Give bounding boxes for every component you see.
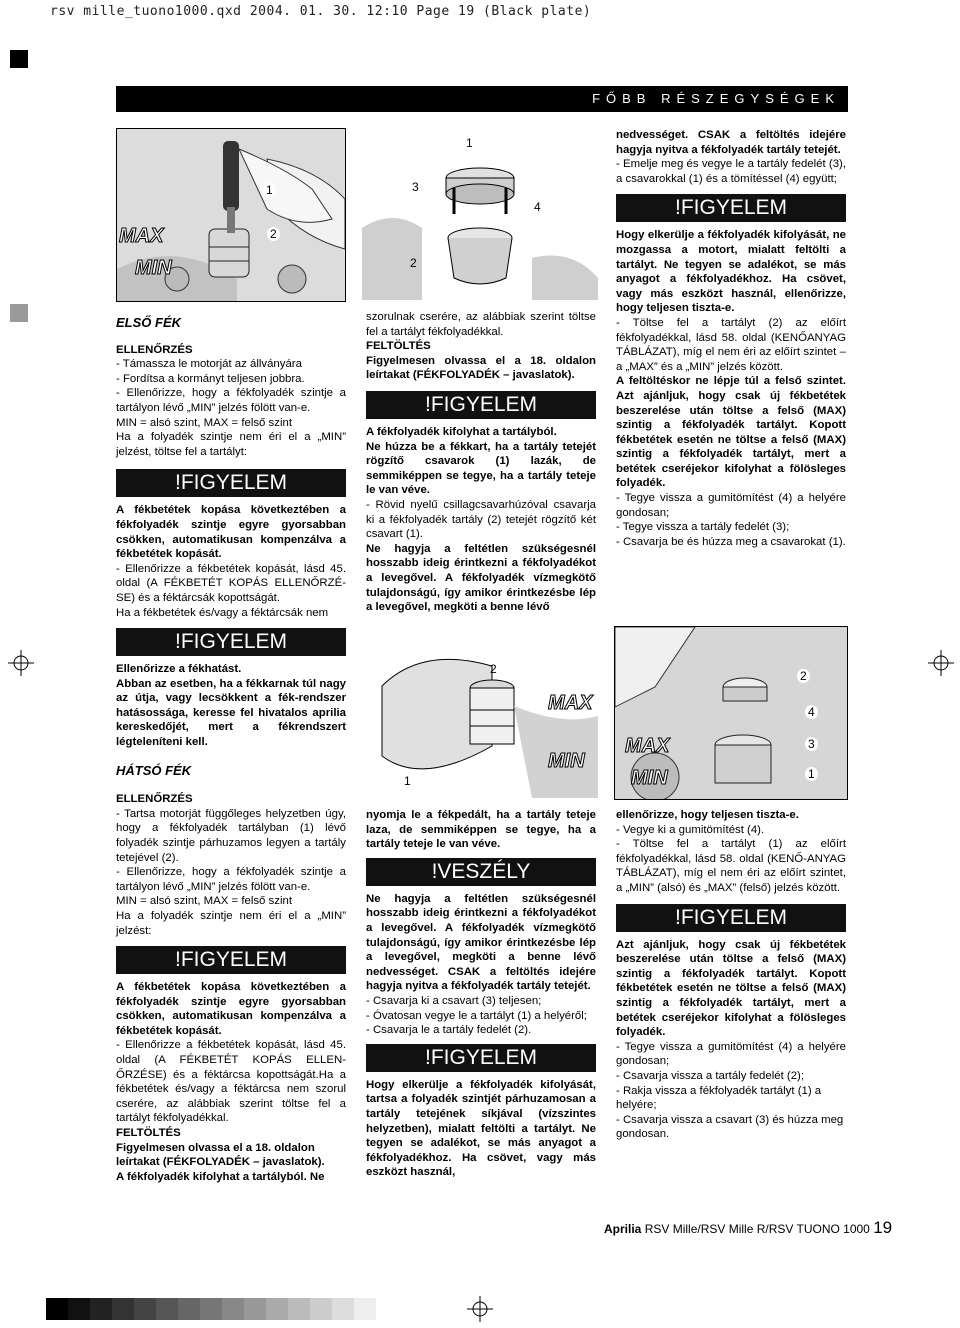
- callout-2: 2: [267, 227, 280, 241]
- text-line: MIN = alsó szint, MAX = felső szint: [116, 895, 292, 908]
- column-2-bottom: [366, 808, 596, 1180]
- text-line: - Ellenőrizze, hogy a fékfolyadék szintje a tartályon lévő „MIN” jelzés fölött van-e.: [116, 866, 346, 893]
- callout-4: 4: [534, 200, 541, 214]
- step: - Csavarja le a tartály fedelét (2).: [366, 1024, 532, 1037]
- warning-banner: !FIGYELEM: [616, 194, 846, 222]
- subheading-fill: FELTÖLTÉS: [116, 1127, 181, 1140]
- warning-banner: !FIGYELEM: [116, 946, 346, 974]
- footer-model: RSV Mille/RSV Mille R/RSV TUONO 1000: [644, 1222, 870, 1236]
- crosshair-icon: [8, 650, 34, 676]
- crosshair-icon: [928, 650, 954, 676]
- footer-brand: Aprilia: [604, 1222, 642, 1236]
- warning-banner: !FIGYELEM: [616, 904, 846, 932]
- column-1-bottom: [116, 626, 346, 1184]
- text-line: - Ellenőrizze, hogy a fékfolyadék szintje a tartályon lévő „MIN” jelzés fölött van-e.: [116, 387, 346, 414]
- text-line: Ha a folyadék szintje nem éri el a „MIN” jelzést:: [116, 909, 346, 937]
- column-2-top: [366, 310, 596, 615]
- text-line: - Ellenőrizze a fékbetétek kopását, lásd 45. oldal (A FÉKBETÉT KOPÁS ELLENŐRZÉ-SE) és a féktárcsák kopottságát.: [116, 562, 346, 604]
- text-line: szorulnak cserére, az alábbiak szerint töltse fel a tartályt fékfolyadékkal.: [366, 311, 596, 338]
- warning-intro: A fékfolyadék kifolyhat a tartályból.: [366, 425, 557, 438]
- warning-banner: !FIGYELEM: [116, 628, 346, 656]
- callout-2: 2: [797, 669, 810, 683]
- figure-rear-reservoir-fill: [614, 626, 848, 800]
- bold-intro: Ellenőrizze a fékhatást.: [116, 663, 242, 675]
- text-line: - Tartsa motorját függőleges helyzetben úgy, hogy a fékfolyadék tartályban (1) lévő folyadék szintje párhuzamos legyen a tartály tetejével (2).: [116, 807, 346, 864]
- color-calibration-bar: [46, 1298, 376, 1320]
- step: - Tegye vissza a tartály fedelét (3);: [616, 521, 790, 534]
- column-3-bottom: [616, 808, 846, 1142]
- callout-3: 3: [805, 737, 818, 751]
- section-heading-rear-brake: HÁTSÓ FÉK: [116, 762, 192, 778]
- warning-banner: !FIGYELEM: [366, 391, 596, 419]
- text-line: MIN = alsó szint, MAX = felső szint: [116, 416, 292, 429]
- warning-banner: !FIGYELEM: [366, 1044, 596, 1072]
- text-line: - Töltse fel a tartályt (2) az előírt fékfolyadékkal, lásd 58. oldal (KENŐANYAG TÁBLÁZAT), míg el nem éri az előírt szintet – a „MAX” és a „MIN” jelzés között.: [616, 316, 846, 373]
- bold-text: Abban az esetben, ha a fékkarnak túl nagy az útja, vagy lecsökkent a fék-rendszer hatásossága, keresse fel hivatalos aprilia kereskedőjét, mert a fékrendszert légteleníteni kell.: [116, 677, 346, 748]
- step: - Emelje meg és vegye le a tartály fedelét (3), a csavarokkal (1) és a tömítéssel (4) együtt;: [616, 158, 846, 185]
- step: - Rakja vissza a fékfolyadék tartályt (1) a helyére;: [616, 1084, 822, 1112]
- callout-1: 1: [805, 767, 818, 781]
- fill-text: A fékfolyadék kifolyhat a tartályból. Ne: [116, 1170, 325, 1183]
- bold-text: Ne hagyja a feltétlen szükségesnél hosszabb ideig érintkezni a fékfolyadékot a levegővel. A fékfolyadék vízmegkötő tulajdonságú, így amikor érintkezésbe lép a levegővel, megköti a benne lévő: [366, 542, 596, 614]
- callout-1: 1: [466, 136, 473, 150]
- danger-text: Ne hagyja a feltétlen szükségesnél hosszabb ideig érintkezni a fékfolyadékot a levegővel. A fékfolyadék vízmegkötő tulajdonságú, így amikor érintkezésbe lép a levegővel, megköti a benne lévő nedvességet. CSAK a feltöltés idejére hagyja nyitva a fékfolyadék tartály tetejét.: [366, 892, 596, 993]
- callout-2: 2: [490, 662, 497, 676]
- fill-text: Figyelmesen olvassa el a 18. oldalon leírtakat (FÉKFOLYADÉK – javaslatok).: [116, 1141, 325, 1169]
- text-line: Ha a folyadék szintje nem éri el a „MIN” jelzést, töltse fel a tartályt:: [116, 431, 346, 458]
- callout-1: 1: [404, 774, 411, 788]
- bold-text: nyomja le a fékpedált, ha a tartály teteje laza, de semmiképpen se tegye, ha a tartály teteje le van véve.: [366, 809, 596, 851]
- crosshair-icon: [467, 1296, 493, 1322]
- step: - Csavarja vissza a tartály fedelét (2);: [616, 1069, 805, 1082]
- min-label: MIN: [135, 257, 172, 279]
- warning-text: Ne húzza be a fékkart, ha a tartály tetejét rögzítő csavarok (1) lazák, de semmiképpen se tegye, ha a tartály teteje le van véve.: [366, 440, 596, 497]
- callout-1: 1: [263, 183, 276, 197]
- min-label: MIN: [631, 767, 668, 789]
- max-label: MAX: [548, 692, 593, 714]
- page-number: 19: [873, 1218, 893, 1237]
- step: - Csavarja ki a csavart (3) teljesen;: [366, 994, 542, 1007]
- print-header: rsv mille_tuono1000.qxd 2004. 01. 30. 12:10 Page 19 (Black plate): [50, 4, 592, 19]
- text-line: - Töltse fel a tartályt (1) az előírt fékfolyadékkal, lásd 58. oldal (KENŐ-ANYAG TÁBLÁZAT), míg el nem éri az előírt szintet, a „MIN” (alsó) és „MAX” (felső) jelzés között.: [616, 838, 846, 894]
- callout-4: 4: [805, 705, 818, 719]
- danger-banner: !VESZÉLY: [366, 858, 596, 886]
- subheading-check: ELLENŐRZÉS: [116, 793, 193, 806]
- callout-2: 2: [410, 256, 417, 270]
- max-label: MAX: [625, 735, 670, 757]
- text-line: - Támassza le motorját az állványára: [116, 358, 302, 371]
- text-line: - Fordítsa a kormányt teljesen jobbra.: [116, 372, 305, 385]
- bold-text: A feltöltéskor ne lépje túl a felső szintet. Azt ajánljuk, hogy csak új fékbetétek beszerelése után töltse a felső (MAX) szintig a fékfolyadék tartályt. Kopott fékbetétek esetén ne töltse a felső (MAX) szintig a fékfolyadék tartályt, mert a betétek cseréjekor kifolyhat a fölösleges folyadék.: [616, 375, 846, 490]
- subheading-fill: FELTÖLTÉS: [366, 340, 431, 353]
- subheading-check: ELLENŐRZÉS: [116, 343, 193, 356]
- warning-text: Hogy elkerülje a fékfolyadék kifolyását, tartsa a folyadék szintjét párhuzamosan a tartály tetejének síkjával (vízszintes helyzetben), mialatt feltölti a tartályt. Ne tegyen se adalékot, se más anyagot a fékfolyadékhoz. Ha csövet, vagy más eszközt használ,: [366, 1078, 596, 1179]
- section-bar: FŐBB RÉSZEGYSÉGEK: [116, 86, 848, 112]
- step: - Óvatosan vegye le a tartályt (1) a helyéről;: [366, 1009, 587, 1022]
- text-line: Ha a fékbetétek és/vagy a féktárcsák nem: [116, 606, 329, 619]
- bold-text: ellenőrizze, hogy teljesen tiszta-e.: [616, 809, 799, 821]
- step: - Csavarja vissza a csavart (3) és húzza meg gondosan.: [616, 1113, 844, 1141]
- callout-3: 3: [412, 180, 419, 194]
- min-label: MIN: [548, 750, 585, 772]
- warning-text: Hogy elkerülje a fékfolyadék kifolyását, ne mozgassa a motort, mialatt feltölti a tartályt. Ne tegyen se adalékot, se más anyagot a fékfolyadékhoz. Ha csövet, vagy más eszközt használ, ellenőrizze, hogy teljesen tiszta-e.: [616, 229, 846, 315]
- step: - Tegye vissza a gumitömítést (4) a helyére gondosan;: [616, 1040, 846, 1068]
- page-footer: [604, 1218, 892, 1238]
- text-line: - Rövid nyelű csillagcsavarhúzóval csavarja ki a fékfolyadék tartály (2) tetejét rögzítő két csavart (1).: [366, 498, 596, 541]
- warning-text: Azt ajánljuk, hogy csak új fékbetétek beszerelése után töltse a felső (MAX) szintig a fékfolyadék tartályt. Kopott fékbetétek esetén ne töltse a felső (MAX) szintig a fékfolyadék tartályt, mert a betétek cseréjekor kifolyhat a fölösleges folyadék.: [616, 938, 846, 1039]
- section-heading-front-brake: ELSŐ FÉK: [116, 315, 182, 330]
- step: - Csavarja be és húzza meg a csavarokat (1).: [616, 535, 846, 548]
- figure-front-reservoir: [116, 128, 346, 302]
- max-label: MAX: [119, 225, 164, 247]
- warning-text: A fékbetétek kopása következtében a fékfolyadék szintje egyre gyorsabban csökken, automatikusan kompenzálva a fékbetétek kopását.: [116, 981, 346, 1037]
- text-line: - Ellenőrizze a fékbetétek kopását, lásd 45. oldal (A FÉKBETÉT KOPÁS ELLEN-ŐRZÉSE) és a féktárcsa kopottságát.Ha a fékbetétek és/vagy a féktárcsa nem szorul cserére, az alábbiak szerint töltse fel a tartályt fékfolyadékkal.: [116, 1039, 346, 1125]
- bold-text: nedvességet. CSAK a feltöltés idejére hagyja nyitva a fékfolyadék tartály tetejét.: [616, 129, 846, 156]
- registration-square: [10, 50, 28, 68]
- fill-text: Figyelmesen olvassa el a 18. oldalon leírtakat (FÉKFOLYADÉK – javaslatok).: [366, 354, 596, 382]
- column-3-top: [616, 128, 846, 549]
- figure-rear-reservoir: [362, 626, 598, 798]
- step: - Tegye vissza a gumitömítést (4) a helyére gondosan;: [616, 492, 846, 519]
- registration-square-gray: [10, 304, 28, 322]
- warning-text: A fékbetétek kopása következtében a fékfolyadék szintje egyre gyorsabban csökken, automatikusan kompenzálva a fékbetétek kopását.: [116, 504, 346, 561]
- text-line: - Vegye ki a gumitömítést (4).: [616, 823, 765, 836]
- warning-banner: !FIGYELEM: [116, 469, 346, 497]
- figure-reservoir-cap: [362, 128, 598, 300]
- column-1-top: [116, 310, 346, 620]
